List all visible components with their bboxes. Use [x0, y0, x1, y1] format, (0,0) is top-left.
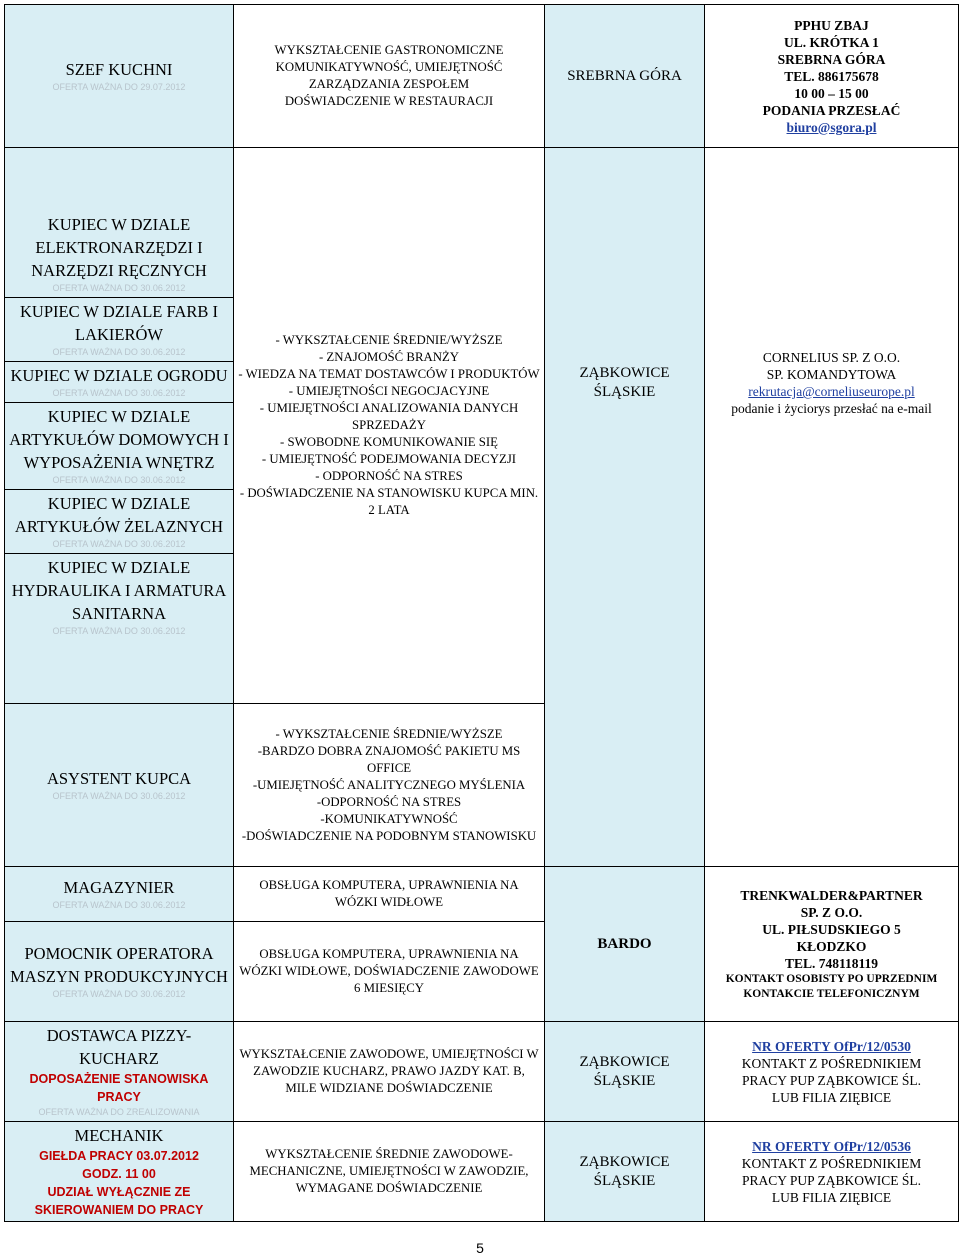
position-title: KUPIEC W DZIALE HYDRAULIKA I ARMATURA SANITARNA [11, 558, 227, 623]
page-number: 5 [476, 1240, 484, 1256]
requirements-cell [234, 5, 545, 148]
offer-row [5, 867, 959, 922]
position-block [5, 362, 233, 403]
employer-line: UL. KRÓTKA 1 [784, 34, 879, 50]
employer-line: PRACY PUP ZĄBKOWICE ŚL. [741, 1172, 922, 1188]
position-title: KUPIEC W DZIALE ARTYKUŁÓW DOMOWYCH I WYPOSAŻENIA WNĘTRZ [9, 407, 229, 472]
employer-email-link[interactable]: biuro@sgora.pl [786, 119, 877, 135]
position-note: DOPOSAŻENIE STANOWISKA PRACY [29, 1072, 209, 1104]
location: BARDO [597, 935, 652, 952]
offer-row [5, 148, 959, 704]
employer-line: SP. Z O.O. [800, 904, 863, 920]
requirement: - ODPORNOŚĆ NA STRES [315, 469, 463, 483]
position-block [5, 211, 233, 298]
location-cell [545, 1022, 705, 1122]
employer-cell [705, 867, 959, 1022]
employer-email-link[interactable]: rekrutacja@corneliuseurope.pl [748, 384, 915, 399]
requirement: WYKSZTAŁCENIE ZAWODOWE, UMIEJĘTNOŚCI W ZAWODZIE KUCHARZ, PRAWO JAZDY KAT. B, MILE WIDZIANE DOŚWIADCZENIE [239, 1047, 539, 1095]
offer-validity: OFERTA WAŻNA DO 30.06.2012 [52, 347, 186, 357]
position-cell [5, 1022, 234, 1122]
location: ZĄBKOWICE [579, 1153, 670, 1170]
employer-line: TEL. 748118119 [784, 955, 879, 971]
requirement: -BARDZO DOBRA ZNAJOMOŚĆ PAKIETU MS OFFICE [257, 743, 521, 775]
requirements-cell [234, 1122, 545, 1222]
employer-line: TEL. 886175678 [784, 68, 879, 84]
offer-validity: OFERTA WAŻNA DO 30.06.2012 [52, 791, 186, 801]
offer-validity: OFERTA WAŻNA DO 29.07.2012 [52, 82, 186, 92]
position-note: GODZ. 11 00 [82, 1167, 156, 1181]
employer-line: 10 00 – 15 00 [794, 85, 869, 101]
position-cell [5, 5, 234, 148]
location-cell [545, 867, 705, 1022]
requirement: DOŚWIADCZENIE W RESTAURACJI [284, 94, 494, 108]
position-title: SZEF KUCHNI [65, 60, 173, 79]
requirement: - UMIEJĘTNOŚCI NEGOCJACYJNE [288, 384, 490, 398]
offer-row [5, 5, 959, 148]
offer-validity: OFERTA WAŻNA DO 30.06.2012 [52, 539, 186, 549]
employer-line: LUB FILIA ZIĘBICE [771, 1089, 892, 1105]
position-title: ASYSTENT KUPCA [46, 769, 192, 788]
employer-line: UL. PIŁSUDSKIEGO 5 [762, 921, 901, 937]
position-title: POMOCNIK OPERATORA MASZYN PRODUKCYJNYCH [10, 944, 228, 986]
requirement: OBSŁUGA KOMPUTERA, UPRAWNIENIA NA WÓZKI WIDŁOWE, DOŚWIADCZENIE ZAWODOWE 6 MIESIĘCY [239, 947, 539, 995]
employer-line: PRACY PUP ZĄBKOWICE ŚL. [741, 1072, 922, 1088]
requirement: WYKSZTAŁCENIE GASTRONOMICZNE [274, 43, 504, 57]
location: ŚLĄSKIE [593, 1072, 656, 1089]
employer-line: KŁODZKO [796, 938, 867, 954]
offer-validity: OFERTA WAŻNA DO 30.06.2012 [52, 900, 186, 910]
requirement: -DOŚWIADCZENIE NA PODOBNYM STANOWISKU [241, 828, 537, 843]
position-cell [5, 867, 234, 922]
location: ZĄBKOWICE [579, 365, 670, 381]
requirement: - WYKSZTAŁCENIE ŚREDNIE/WYŻSZE [275, 726, 503, 741]
employer-cell [705, 1022, 959, 1122]
requirement: - ZNAJOMOŚĆ BRANŻY [318, 350, 460, 364]
position-cell [5, 704, 234, 867]
employer-line: KONTAKT Z POŚREDNIKIEM [741, 1155, 922, 1171]
location: ŚLĄSKIE [593, 384, 656, 400]
location-cell [545, 148, 705, 867]
position-note: UDZIAŁ WYŁĄCZNIE ZE SKIEROWANIEM DO PRACY [34, 1185, 204, 1217]
offer-validity: OFERTA WAŻNA DO 30.06.2012 [52, 388, 186, 398]
employer-line: CORNELIUS SP. Z O.O. [762, 350, 901, 365]
offer-row [5, 1022, 959, 1122]
requirement: -ODPORNOŚĆ NA STRES [316, 794, 462, 809]
offer-number-link[interactable]: NR OFERTY OfPr/12/0536 [752, 1138, 911, 1154]
employer-line: SP. KOMANDYTOWA [766, 367, 897, 382]
position-block [5, 298, 233, 362]
location: ŚLĄSKIE [593, 1172, 656, 1189]
requirements-cell [234, 922, 545, 1022]
employer-line: KONTAKT Z POŚREDNIKIEM [741, 1055, 922, 1071]
position-block [5, 403, 233, 490]
position-title: KUPIEC W DZIALE ELEKTRONARZĘDZI I NARZĘDZI RĘCZNYCH [31, 215, 207, 280]
employer-cell [705, 1122, 959, 1222]
requirement: - SWOBODNE KOMUNIKOWANIE SIĘ [280, 435, 498, 449]
position-title: KUPIEC W DZIALE FARB I LAKIERÓW [20, 302, 218, 344]
requirement: - UMIEJĘTNOŚĆ PODEJMOWANIA DECYZJI [261, 452, 517, 466]
location: SREBRNA GÓRA [567, 67, 682, 84]
employer-line: PODANIA PRZESŁAĆ [762, 102, 901, 118]
location: ZĄBKOWICE [579, 1053, 670, 1070]
requirements-cell [234, 1022, 545, 1122]
employer-note: podanie i życiorys przesłać na e-mail [731, 401, 932, 416]
requirements-cell [234, 867, 545, 922]
offer-validity: OFERTA WAŻNA DO 30.06.2012 [52, 626, 186, 636]
employer-line: PPHU ZBAJ [794, 17, 869, 33]
requirement: OBSŁUGA KOMPUTERA, UPRAWNIENIA NA WÓZKI WIDŁOWE [259, 878, 519, 909]
position-title: KUPIEC W DZIALE ARTYKUŁÓW ŻELAZNYCH [14, 494, 224, 536]
offer-number-link[interactable]: NR OFERTY OfPr/12/0530 [752, 1038, 911, 1054]
employer-cell [705, 5, 959, 148]
position-note: GIEŁDA PRACY 03.07.2012 [39, 1149, 199, 1163]
employer-line: LUB FILIA ZIĘBICE [771, 1189, 892, 1205]
requirement: WYKSZTAŁCENIE ŚREDNIE ZAWODOWE- MECHANICZNE, UMIEJĘTNOŚCI W ZAWODZIE, WYMAGANE DOŚWIADCZENIE [249, 1147, 529, 1195]
position-cell [5, 922, 234, 1022]
job-offers-table [4, 4, 959, 1222]
offer-row [5, 1122, 959, 1222]
employer-note: KONTAKT OSOBISTY PO UPRZEDNIM KONTAKCIE TELEFONICZNYM [725, 972, 938, 1000]
requirement: -UMIEJĘTNOŚĆ ANALITYCZNEGO MYŚLENIA [252, 777, 526, 792]
requirement: ZARZĄDZANIA ZESPOŁEM [308, 77, 470, 91]
requirement: -KOMUNIKATYWNOŚĆ [320, 811, 458, 826]
employer-cell [705, 148, 959, 867]
position-title: KUPIEC W DZIALE OGRODU [10, 366, 228, 385]
position-block [5, 490, 233, 554]
position-cell [5, 148, 234, 704]
requirements-cell [234, 148, 545, 704]
requirement: KOMUNIKATYWNOŚĆ, UMIEJĘTNOŚĆ [275, 60, 503, 74]
offer-validity: OFERTA WAŻNA DO 30.06.2012 [52, 283, 186, 293]
position-title: MAGAZYNIER [63, 878, 175, 897]
employer-line: TRENKWALDER&PARTNER [740, 887, 923, 903]
position-block [5, 554, 233, 640]
requirements-cell [234, 704, 545, 867]
requirement: - WIEDZA NA TEMAT DOSTAWCÓW I PRODUKTÓW [238, 367, 540, 381]
location-cell [545, 1122, 705, 1222]
position-title: DOSTAWCA PIZZY-KUCHARZ [46, 1026, 192, 1068]
offer-validity: OFERTA WAŻNA DO ZREALIZOWANIA [38, 1107, 200, 1117]
requirement: - UMIEJĘTNOŚCI ANALIZOWANIA DANYCH SPRZEDAŻY [259, 401, 519, 432]
offer-validity: OFERTA WAŻNA DO 30.06.2012 [52, 989, 186, 999]
location-cell [545, 5, 705, 148]
employer-line: SREBRNA GÓRA [777, 51, 886, 67]
requirement: - DOŚWIADCZENIE NA STANOWISKU KUPCA MIN. 2 LATA [239, 486, 539, 517]
position-title: MECHANIK [74, 1126, 164, 1145]
position-cell [5, 1122, 234, 1222]
offer-validity: OFERTA WAŻNA DO 30.06.2012 [52, 475, 186, 485]
requirement: - WYKSZTAŁCENIE ŚREDNIE/WYŻSZE [275, 333, 503, 347]
